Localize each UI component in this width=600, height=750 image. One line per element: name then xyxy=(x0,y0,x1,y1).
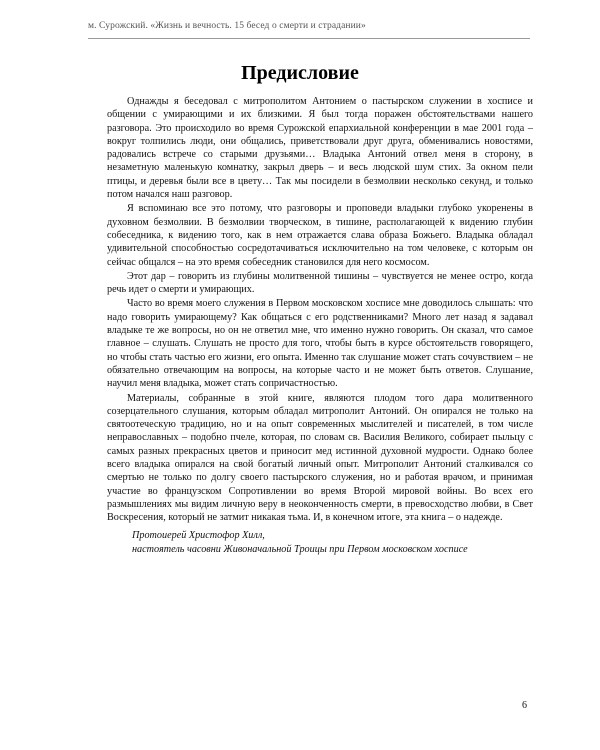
body-text xyxy=(107,95,533,526)
signature-position: настоятель часовни Живоначальной Троицы при Первом московском хосписе xyxy=(132,544,468,555)
header-divider xyxy=(88,38,530,39)
paragraph: Однажды я беседовал с митрополитом Антонием о пастырском служении в хосписе и общении с умирающими и их близкими. Я был тогда поражен обстоятельствами нашего разговора. Это происходило во время Сурожской епархиальной конференции в мае 2001 года – вокруг толпились люди, они общались, приветствовали друг друга, обменивались новостями, радовались встрече со старыми друзьями… Владыка Антоний отвел меня в сторону, в незаметную маленькую комнатку, закрыл дверь – и весь людской шум стих. За окном пели птицы, и деревья были все в цвету… Так мы посидели в безмолвии несколько секунд, и только потом начался наш разговор. xyxy=(107,96,533,201)
paragraph: Материалы, собранные в этой книге, являются плодом того дара молитвенного созерцательного слушания, которым обладал митрополит Антоний. Он опирался не только на святоотеческую традицию, но и на опыт современных мыслителей и писателей, в том числе неправославных – подобно пчеле, которая, по словам св. Василия Великого, собирает пыльцу с самых разных прекрасных цветов и приносит мед истинной духовной мудрости. Однако более всего владыка опирался на свой богатый личный опыт. Митрополит Антоний сталкивался со смертью не только по долгу своего пастырского служения, но и работая врачом, и принимая участие во французском Сопротивлении во время Второй мировой войны. Во всех его размышлениях мы видим личную веру в неоконченность смерти, в превосходство любви, в Свет Воскресения, который не затмит никакая тьма. И, в конечном итоге, эта книга – о надежде. xyxy=(107,392,533,524)
signature-name: Протоиерей Христофор Хилл, xyxy=(132,530,265,541)
signature-block xyxy=(132,529,552,557)
paragraph: Часто во время моего служения в Первом московском хосписе мне доводилось слышать: что надо говорить умирающему? Как общаться с его родственниками? Много лет назад я задавал владыке те же вопросы, но он не ответил мне, что именно нужно говорить. Он сказал, что самое главное – слушать. Слушать не просто для того, чтобы быть в курсе обстоятельств говорящего, но чтобы стать частью его жизни, его опыта. Именно так слушание может стать сочувствием – не обязательно отвечающим на вопросы, на которые часто и не может быть ответов. Слушание, научил меня владыка, может стать сопричастностью. xyxy=(107,298,533,390)
page-title: Предисловие xyxy=(241,62,359,84)
page-number: 6 xyxy=(522,700,527,711)
paragraph: Этот дар – говорить из глубины молитвенной тишины – чувствуется не менее остро, когда речь идет о смерти и умирающих. xyxy=(107,270,533,296)
running-header: м. Сурожский. «Жизнь и вечность. 15 бесед о смерти и страдании» xyxy=(88,21,366,31)
paragraph: Я вспоминаю все это потому, что разговоры и проповеди владыки глубоко укоренены в духовном безмолвии. В безмолвии творческом, в тишине, располагающей к видению глубин собеседника, к видению того, как в нем отражается слава образа Божьего. Владыка обладал удивительной способностью сосредотачиваться исключительно на том человеке, с которым он сейчас общался – на это время собеседник становился для него космосом. xyxy=(107,203,533,268)
